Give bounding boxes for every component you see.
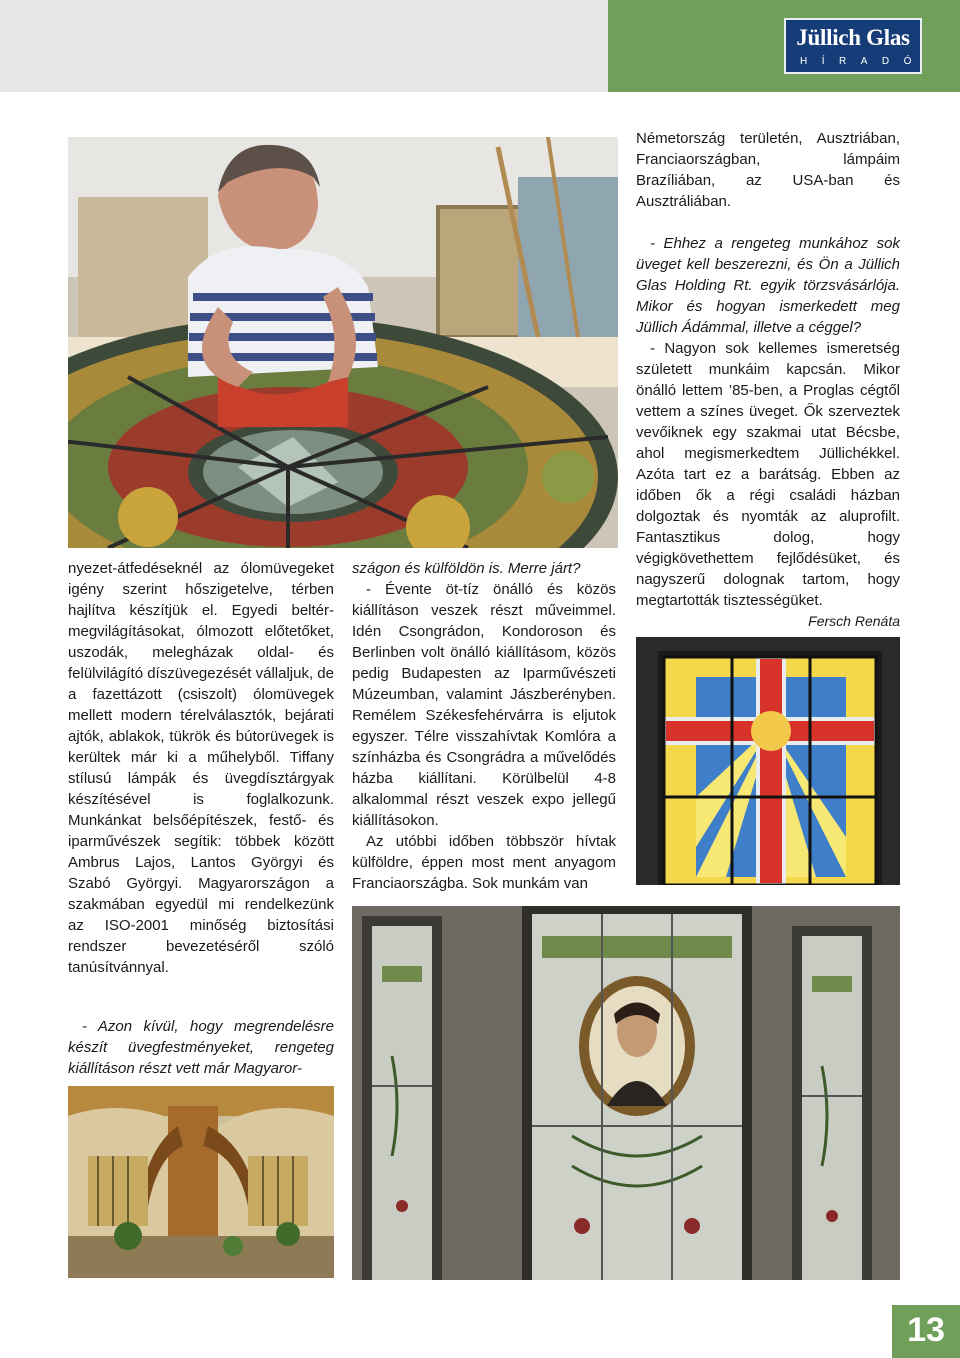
paragraph: Az utóbbi időben többször hívtak külföldre, éppen most ment anyagom Franciaországba. Sok munkám van <box>352 833 616 892</box>
article-column-3 <box>636 128 900 632</box>
portrait-windows-photo <box>352 906 900 1280</box>
interview-question: - Azon kívül, hogy megrendelésre készít üvegfestményeket, rengeteg kiállításon részt vett már Magyaror- <box>68 1018 334 1077</box>
paragraph: Németország területén, Ausztriában, Franciaországban, lámpáim Brazíliában, az USA-ban és Ausztráliában. <box>636 130 900 210</box>
brand-logo <box>784 18 926 74</box>
article-column-2 <box>352 558 616 894</box>
article-column-1 <box>68 558 334 978</box>
spacer <box>636 212 900 233</box>
interview-answer: - Évente öt-tíz önálló és közös kiállításon veszek részt műveimmel. Idén Csongrádon, Kondoroson és Berlinben volt önálló kiállításom, közös pedig Budapesten az Iparművészeti Múzeumban, valamint Jászberényben. Remélem Székesfehérvárra is eljutok egyszer. Télre visszahívtak Komlóra a színházba és Csongrádra a művelődés házba kiállítani. Körülbelül 4-8 alkalommal részt veszek expo jellegű kiállításokon. <box>352 581 616 829</box>
cross-window-photo <box>636 637 900 885</box>
page-number-text: 13 <box>907 1311 945 1349</box>
interview-question: - Ehhez a rengeteg munkához sok üveget kell beszerezni, és Ön a Jüllich Glas Holding Rt. egyik törzsvásárlója. Mikor és hogyan ismerkedett meg Jüllich Ádámmal, illetve a céggel? <box>636 235 900 336</box>
logo-title: Jüllich Glas <box>796 25 910 50</box>
article-column-1-question <box>68 1016 334 1079</box>
paragraph: nyezet-átfedéseknél az ólomüvegeket igény szerint hőszigetelve, térben hajlítva készítjük el. Egyedi beltér-megvilágításokat, ólmozott előtetőket, uszodák, melegházak oldal- és felülvilágító díszüvegezését vállaljuk, de a fazettázott (csiszolt) ólomüvegek mellett modern térelválasztók, bejárati ajtók, ablakok, tükrök és bútorüvegek is kerültek már ki a műhelyből. Tiffany stílusú lámpák és üvegdísztárgyak készítésével is foglalkozunk. Munkánkat belsőépítészek, festő- és iparművészek segítik: többek között Ambrus Lajos, Lantos Györgyi és Szabó Györgyi. Magyarországon a szakmában egyedül mi rendelkezünk az ISO-2001 minőség biztosítási rendszer bevezetéséről szóló tanúsítvánnyal. <box>68 560 334 976</box>
interview-answer: - Nagyon sok kellemes ismeretség született munkáim kapcsán. Mikor önálló lettem ’85-ben, a Proglas cégtől vettem a színes üveget. Ők szerveztek vevőiknek egy szakmai utat Bécsbe, ahol megismerkedtem Jüllichékkel. Azóta tart ez a barátság. Ebben az időben ők a régi családi házban dolgoztak és nyomták az aluprofilt. Fantasztikus dolog, hogy végigkövethettem fejlődésüket, és nagyszerű dolognak tartom, hogy megtartották tisztességüket. <box>636 340 900 609</box>
header-gray-band <box>0 0 608 92</box>
craftsman-workshop-photo <box>68 137 618 548</box>
interview-question-end: szágon és külföldön is. Merre járt? <box>352 560 581 577</box>
author-signature: Fersch Renáta <box>808 613 900 629</box>
page-number <box>892 1302 960 1358</box>
interior-arches-photo <box>68 1086 334 1278</box>
logo-subtitle: HÍRADÓ <box>800 56 926 67</box>
